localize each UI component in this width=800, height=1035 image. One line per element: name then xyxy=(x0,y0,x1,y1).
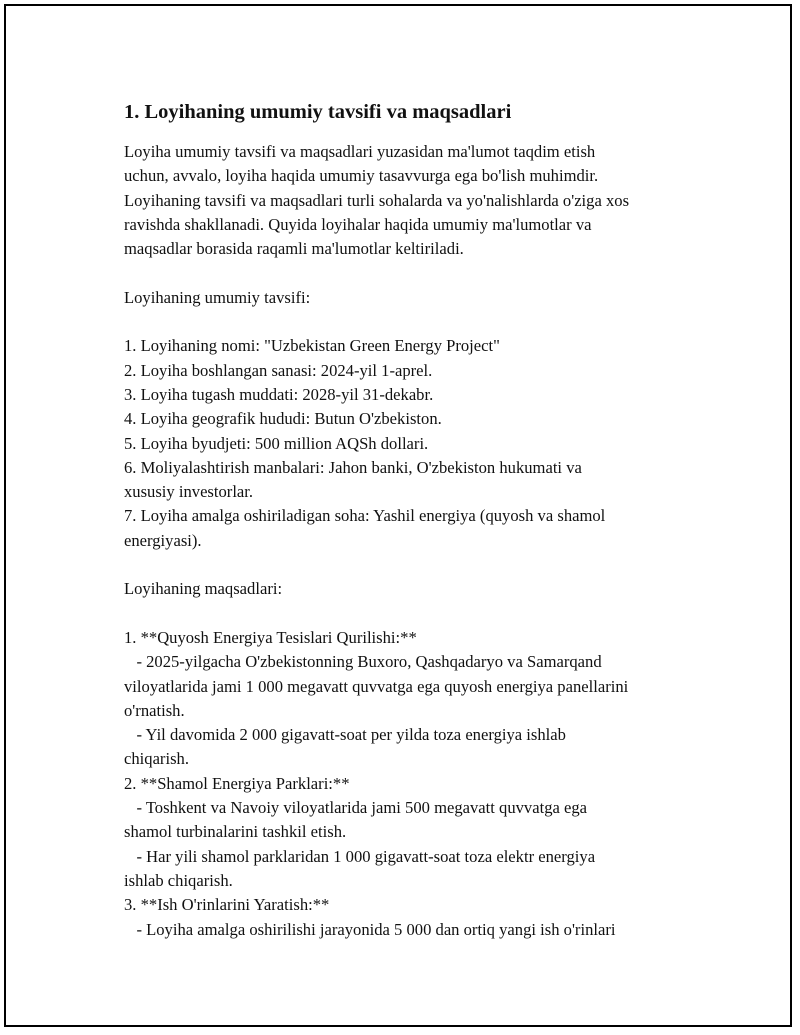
goal-detail: - Toshkent va Navoiy viloyatlarida jami 500 megavatt quvvatga ega xyxy=(124,798,588,818)
list-item-continuation: xususiy investorlar. xyxy=(124,482,254,502)
list-item: 1. Loyihaning nomi: "Uzbekistan Green Energy Project" xyxy=(124,336,500,356)
document-text xyxy=(124,140,704,942)
goal-detail: - Har yili shamol parklaridan 1 000 gigavatt-soat toza elektr energiya xyxy=(124,846,596,866)
blank-line xyxy=(124,310,704,334)
blank-line xyxy=(124,261,704,285)
page-frame xyxy=(4,4,792,1027)
list-item-continuation: energiyasi). xyxy=(124,530,202,550)
list-item: 4. Loyiha geografik hududi: Butun O'zbekiston. xyxy=(124,409,442,429)
text-line: uchun, avvalo, loyiha haqida umumiy tasavvurga ega bo'lish muhimdir. xyxy=(124,166,599,186)
list-item: 2. Loyiha boshlangan sanasi: 2024-yil 1-aprel. xyxy=(124,360,433,380)
document-title: 1. Loyihaning umumiy tavsifi va maqsadlari xyxy=(124,101,512,123)
goal-detail: viloyatlarida jami 1 000 megavatt quvvatga ega quyosh energiya panellarini xyxy=(124,676,629,696)
text-line: Loyihaning tavsifi va maqsadlari turli sohalarda va yo'nalishlarda o'ziga xos xyxy=(124,190,630,210)
section-heading-description: Loyihaning umumiy tavsifi: xyxy=(124,287,311,307)
goal-detail: - Loyiha amalga oshirilishi jarayonida 5 000 dan ortiq yangi ish o'rinlari xyxy=(124,919,616,939)
text-line: maqsadlar borasida raqamli ma'lumotlar keltiriladi. xyxy=(124,239,464,259)
blank-line xyxy=(124,553,704,577)
document-body xyxy=(124,98,704,942)
list-item: 6. Moliyalashtirish manbalari: Jahon banki, O'zbekiston hukumati va xyxy=(124,457,582,477)
blank-line xyxy=(124,602,704,626)
text-line: Loyiha umumiy tavsifi va maqsadlari yuzasidan ma'lumot taqdim etish xyxy=(124,142,596,161)
goal-detail: o'rnatish. xyxy=(124,700,185,720)
goal-detail: - 2025-yilgacha O'zbekistonning Buxoro, Qashqadaryo va Samarqand xyxy=(124,652,602,672)
goal-detail: shamol turbinalarini tashkil etish. xyxy=(124,822,347,842)
goal-detail: chiqarish. xyxy=(124,749,189,769)
goal-heading: 2. **Shamol Energiya Parklari:** xyxy=(124,773,350,793)
goal-heading: 1. **Quyosh Energiya Tesislari Qurilishi:** xyxy=(124,627,417,647)
list-item: 5. Loyiha byudjeti: 500 million AQSh dollari. xyxy=(124,433,429,453)
goal-detail: - Yil davomida 2 000 gigavatt-soat per yilda toza energiya ishlab xyxy=(124,725,566,745)
section-heading-goals: Loyihaning maqsadlari: xyxy=(124,579,283,599)
goal-detail: ishlab chiqarish. xyxy=(124,870,233,890)
list-item: 3. Loyiha tugash muddati: 2028-yil 31-dekabr. xyxy=(124,384,434,404)
text-line: ravishda shakllanadi. Quyida loyihalar haqida umumiy ma'lumotlar va xyxy=(124,214,592,234)
list-item: 7. Loyiha amalga oshiriladigan soha: Yashil energiya (quyosh va shamol xyxy=(124,506,606,526)
goal-heading: 3. **Ish O'rinlarini Yaratish:** xyxy=(124,895,330,915)
